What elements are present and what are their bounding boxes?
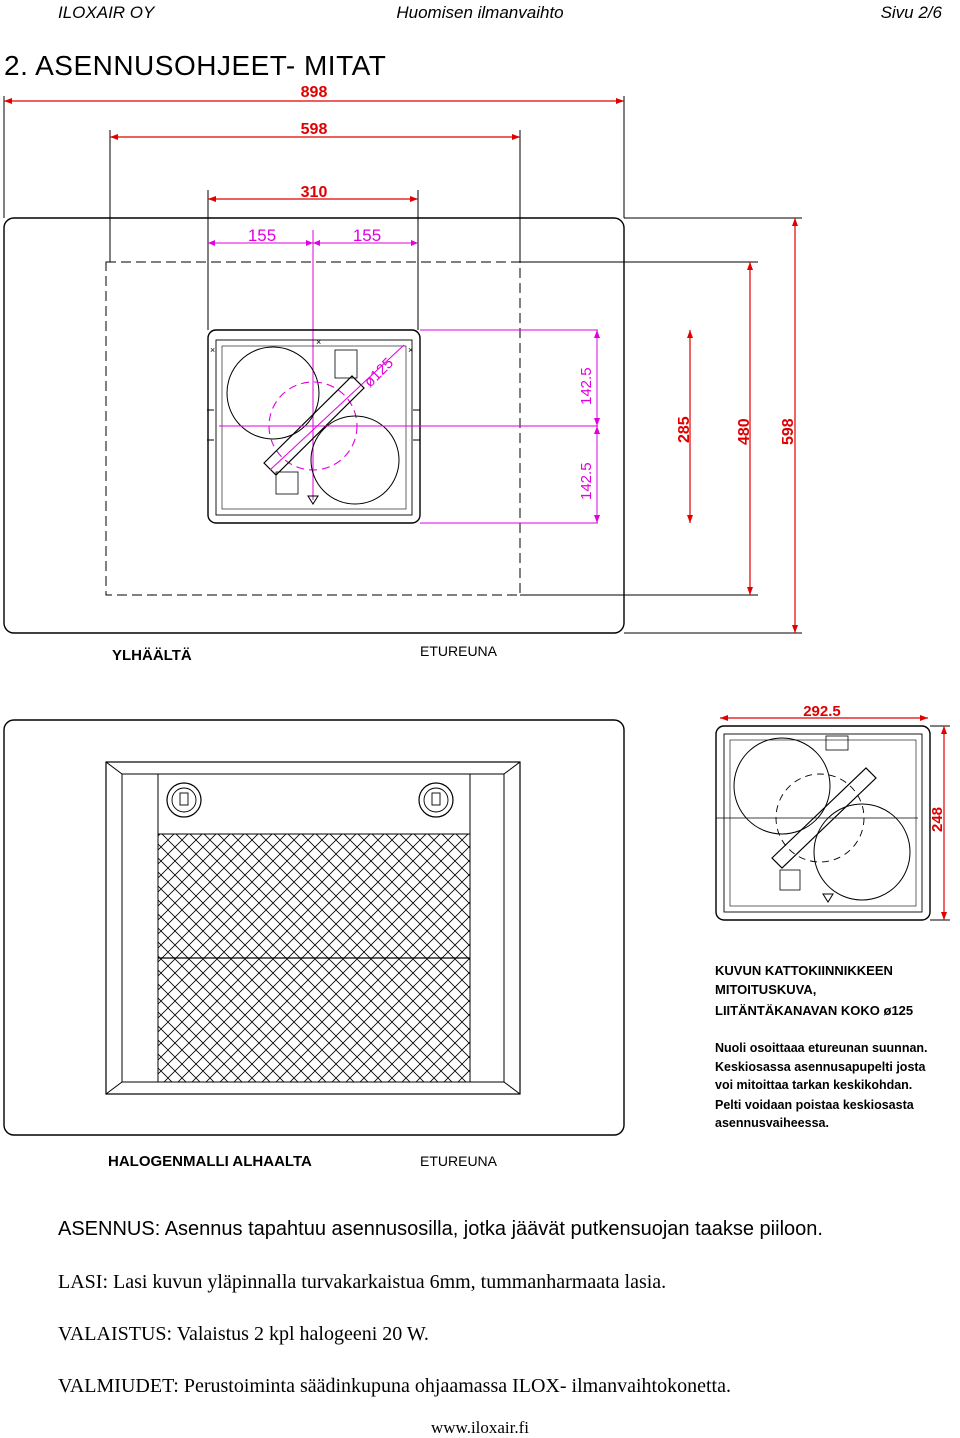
- header-title: Huomisen ilmanvaihto: [396, 3, 564, 22]
- detail-mounting-drawing: [716, 715, 950, 920]
- footer-url: www.iloxair.fi: [430, 1418, 530, 1437]
- dim-label-155-left: 155: [247, 226, 277, 245]
- dim-label-292-5: 292.5: [803, 703, 841, 720]
- dim-label-142-5-top: 142.5: [578, 367, 595, 405]
- dim-label-310: 310: [300, 184, 328, 201]
- label-ylhaalta: YLHÄÄLTÄ: [112, 647, 192, 664]
- dim-label-155-right: 155: [352, 226, 382, 245]
- label-etureuna-top: ETUREUNA: [420, 643, 498, 659]
- caption-line-1: KUVUN KATTOKIINNIKKEEN: [715, 963, 893, 978]
- dim-label-diameter: ø125: [360, 354, 398, 391]
- dim-label-598: 598: [300, 121, 328, 138]
- dim-label-285: 285: [676, 416, 693, 443]
- dim-label-248: 248: [929, 806, 946, 832]
- asennus-paragraph: ASENNUS: Asennus tapahtuu asennusosilla, jotka jäävät putkensuojan taakse piiloon.: [58, 1218, 823, 1240]
- svg-text:×: ×: [408, 345, 414, 355]
- caption-line-2: MITOITUSKUVA,: [715, 982, 817, 997]
- valaistus-paragraph: VALAISTUS: Valaistus 2 kpl halogeeni 20 W.: [58, 1323, 429, 1345]
- section-title: 2. ASENNUSOHJEET- MITAT: [4, 50, 387, 81]
- lasi-paragraph: LASI: Lasi kuvun yläpinnalla turvakarkaistua 6mm, tummanharmaata lasia.: [58, 1271, 667, 1293]
- dim-label-598-vertical: 598: [780, 418, 797, 445]
- halogen-lamp-left: [167, 783, 201, 817]
- svg-text:×: ×: [316, 337, 322, 347]
- header-page-number: Sivu 2/6: [880, 3, 942, 22]
- svg-text:×: ×: [210, 345, 216, 355]
- dim-label-898: 898: [300, 84, 328, 101]
- note-line-4: Pelti voidaan poistaa keskiosasta: [715, 1098, 914, 1112]
- note-line-1: Nuoli osoittaaa etureunan suunnan.: [715, 1041, 928, 1055]
- top-view-drawing: [4, 96, 802, 633]
- label-halogenmalli: HALOGENMALLI ALHAALTA: [108, 1153, 312, 1170]
- note-line-3: voi mitoittaa tarkan keskikohdan.: [715, 1078, 913, 1092]
- halogen-lamp-right: [419, 783, 453, 817]
- label-etureuna-bottom: ETUREUNA: [420, 1153, 498, 1169]
- header-company: ILOXAIR OY: [58, 3, 155, 22]
- detail-mounting-plate: [716, 726, 930, 920]
- bottom-view-drawing: [4, 720, 624, 1135]
- note-line-2: Keskiosassa asennusapupelti josta: [715, 1060, 926, 1074]
- caption-line-3: LIITÄNTÄKANAVAN KOKO ø125: [715, 1003, 914, 1018]
- note-line-5: asennusvaiheessa.: [715, 1116, 829, 1130]
- valmiudet-paragraph: VALMIUDET: Perustoiminta säädinkupuna ohjaamassa ILOX- ilmanvaihtokonetta.: [58, 1375, 731, 1397]
- dim-label-142-5-bottom: 142.5: [578, 462, 595, 500]
- dim-label-480: 480: [736, 418, 753, 445]
